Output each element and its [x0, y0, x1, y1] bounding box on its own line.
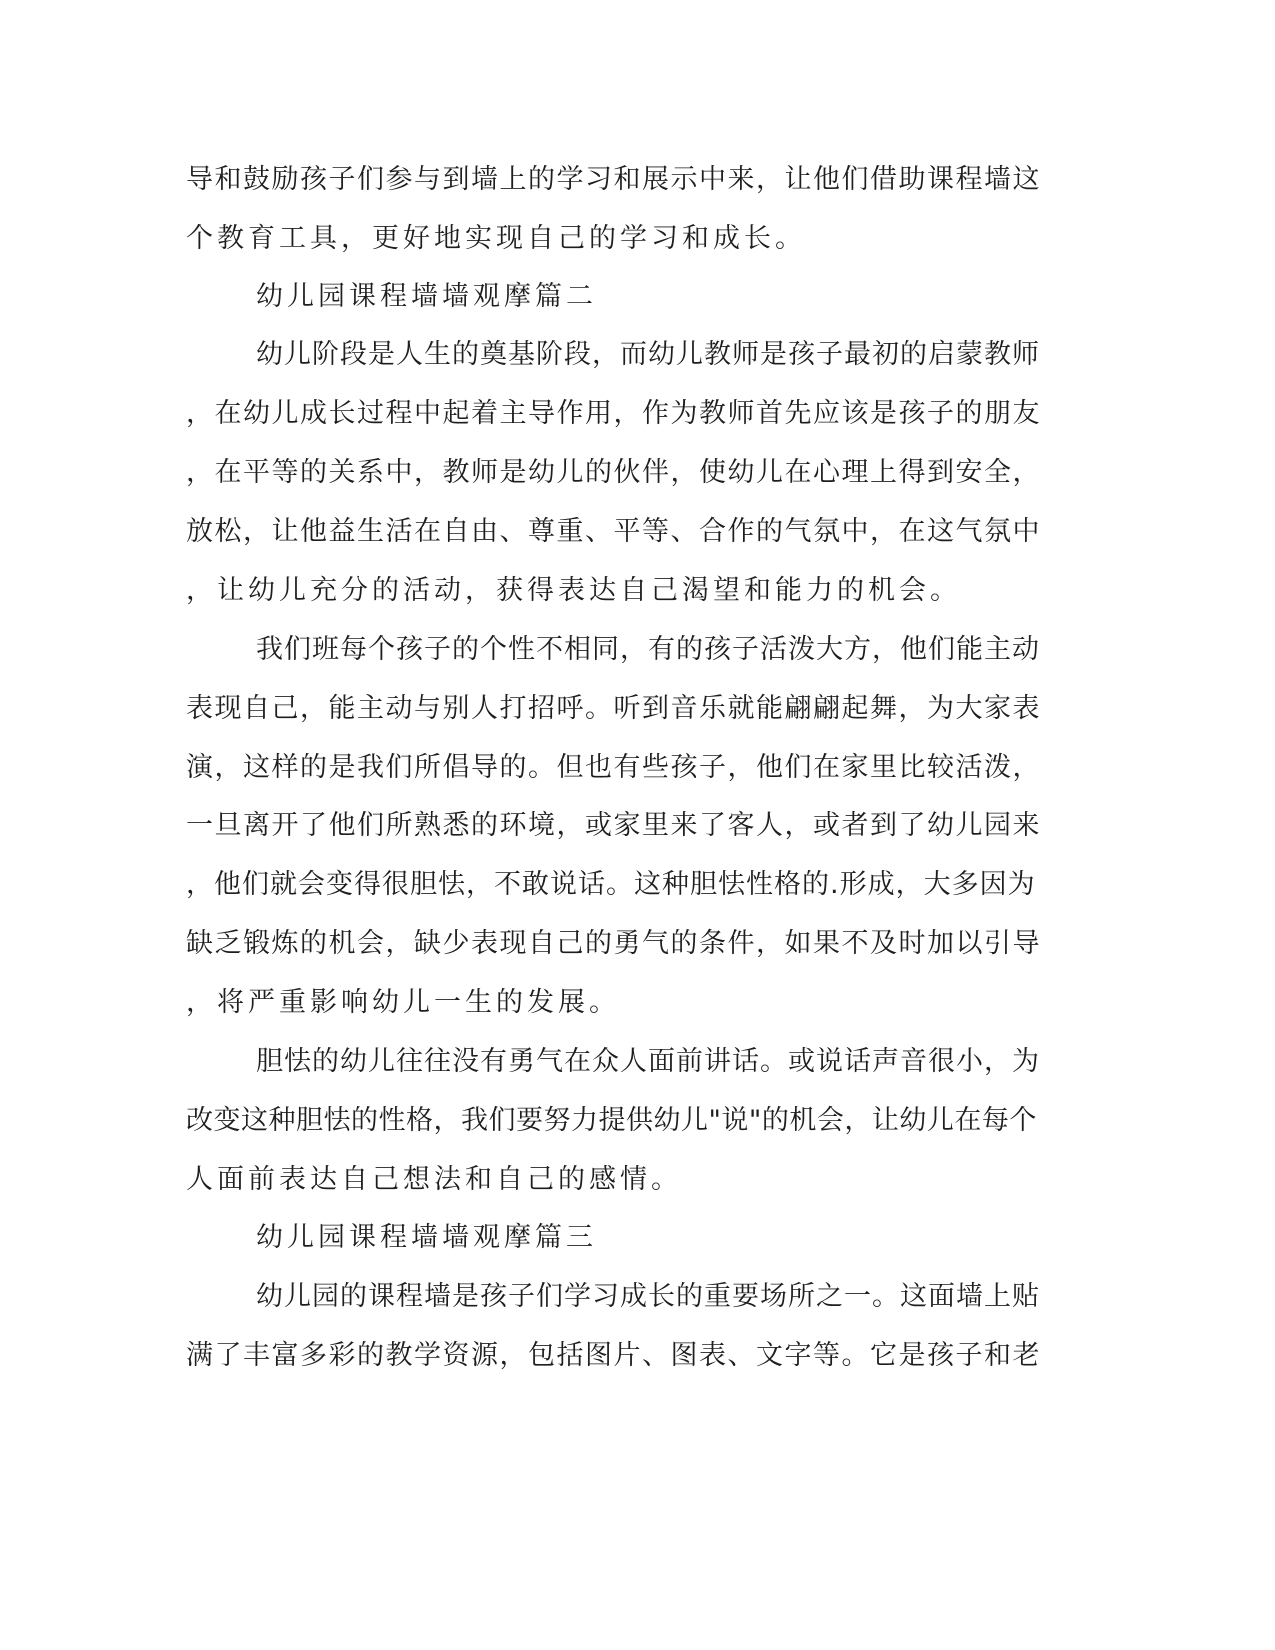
text-line: 胆怯的幼儿往往没有勇气在众人面前讲话。或说话声音很小，为	[256, 1046, 1040, 1077]
section-heading: 幼儿园课程墙墙观摩篇二	[256, 281, 597, 312]
text-line: ，他们就会变得很胆怯，不敢说话。这种胆怯性格的.形成，大多因为	[186, 869, 1036, 900]
text-line: 演，这样的是我们所倡导的。但也有些孩子，他们在家里比较活泼，	[186, 752, 1041, 783]
text-line: 满了丰富多彩的教学资源，包括图片、图表、文字等。它是孩子和老	[186, 1340, 1041, 1371]
text-line: 我们班每个孩子的个性不相同，有的孩子活泼大方，他们能主动	[256, 634, 1040, 665]
text-line: ，在幼儿成长过程中起着主导作用，作为教师首先应该是孩子的朋友	[186, 398, 1041, 429]
text-line: ，在平等的关系中，教师是幼儿的伙伴，使幼儿在心理上得到安全，	[186, 457, 1041, 488]
text-line: 表现自己，能主动与别人打招呼。听到音乐就能翩翩起舞，为大家表	[186, 693, 1041, 724]
text-line: 放松，让他益生活在自由、尊重、平等、合作的气氛中，在这气氛中	[186, 516, 1041, 547]
text-line: 缺乏锻炼的机会，缺少表现自己的勇气的条件，如果不及时加以引导	[186, 928, 1041, 959]
text-line: 幼儿阶段是人生的奠基阶段，而幼儿教师是孩子最初的启蒙教师	[256, 339, 1040, 370]
text-line: 一旦离开了他们所熟悉的环境，或家里来了客人，或者到了幼儿园来	[186, 810, 1041, 841]
text-line: 幼儿园的课程墙是孩子们学习成长的重要场所之一。这面墙上贴	[256, 1281, 1040, 1312]
section-heading: 幼儿园课程墙墙观摩篇三	[256, 1222, 597, 1253]
text-line: 个教育工具，更好地实现自己的学习和成长。	[186, 223, 806, 254]
text-line: 改变这种胆怯的性格，我们要努力提供幼儿"说"的机会，让幼儿在每个	[186, 1105, 1037, 1136]
text-line: ，将严重影响幼儿一生的发展。	[186, 987, 620, 1018]
text-line: ，让幼儿充分的活动，获得表达自己渴望和能力的机会。	[186, 575, 961, 606]
text-line: 导和鼓励孩子们参与到墙上的学习和展示中来，让他们借助课程墙这	[186, 164, 1041, 195]
text-line: 人面前表达自己想法和自己的感情。	[186, 1164, 682, 1195]
